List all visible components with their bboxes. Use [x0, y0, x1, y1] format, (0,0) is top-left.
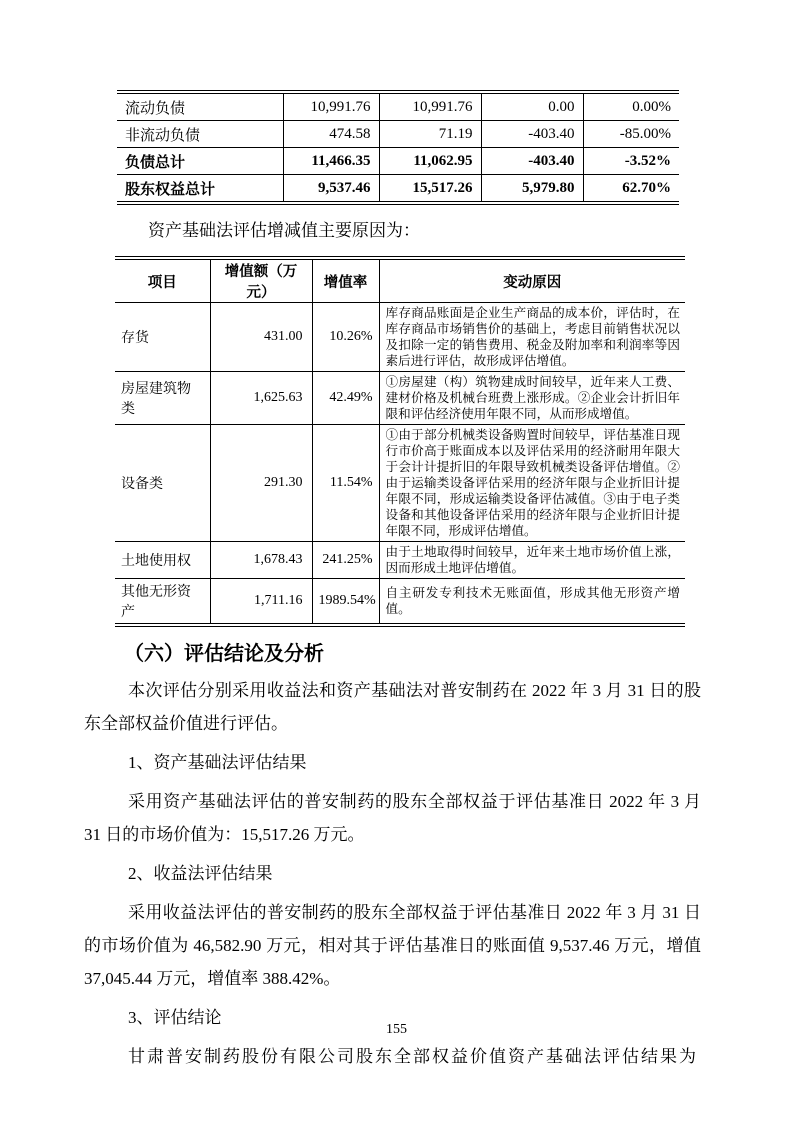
cell-reason: 由于土地取得时间较早，近年来土地市场价值上涨，因而形成土地评估增值。: [379, 542, 685, 579]
cell-value: 15,517.26: [379, 175, 481, 204]
table-row-buildings: [115, 372, 685, 425]
col-header-rate: 增值率: [312, 258, 379, 303]
table-row-inventory: [115, 303, 685, 372]
cell-value: -85.00%: [583, 121, 679, 148]
subsection-income-result: 2、收益法评估结果: [128, 864, 273, 883]
cell-item: 存货: [115, 303, 210, 372]
subsection-asset-based-result: 1、资产基础法评估结果: [128, 753, 307, 772]
document-content: [84, 0, 701, 1073]
cell-value: 10,991.76: [379, 92, 481, 121]
intro-line: 资产基础法评估增减值主要原因为：: [148, 221, 420, 240]
cell-item: 设备类: [115, 425, 210, 542]
cell-value: 71.19: [379, 121, 481, 148]
cell-reason: 自主研发专利技术无账面值，形成其他无形资产增值。: [379, 579, 685, 626]
cell-value: 11,062.95: [379, 148, 481, 175]
table-row-other-intangibles: [115, 579, 685, 626]
paragraph-income-result: 采用收益法评估的普安制药的股东全部权益于评估基准日 2022 年 3 月 31 日的市场价值为 46,582.90 万元，相对其于评估基准日的账面值 9,537.46 万元，增值 37,045.44 万元，增值率 388.42%。: [84, 903, 701, 988]
cell-rate: 11.54%: [312, 425, 379, 542]
liabilities-equity-table: [117, 90, 679, 205]
row-label: 股东权益总计: [117, 175, 283, 204]
cell-amount: 1,711.16: [210, 579, 312, 626]
cell-item: 土地使用权: [115, 542, 210, 579]
cell-value: 9,537.46: [283, 175, 379, 204]
cell-amount: 1,678.43: [210, 542, 312, 579]
cell-value: 62.70%: [583, 175, 679, 204]
cell-value: 0.00: [481, 92, 583, 121]
paragraph-conclusion: 甘肃普安制药股份有限公司股东全部权益价值资产基础法评估结果为: [128, 1047, 698, 1066]
cell-value: -403.40: [481, 121, 583, 148]
table-row-total-equity: [117, 175, 679, 204]
cell-item: 房屋建筑物类: [115, 372, 210, 425]
row-label: 负债总计: [117, 148, 283, 175]
row-label: 非流动负债: [117, 121, 283, 148]
cell-reason: 库存商品账面是企业生产商品的成本价，评估时，在库存商品市场销售价的基础上，考虑目前销售状况以及扣除一定的销售费用、税金及附加率和利润率等因素后进行评估，故形成评估增值。: [379, 303, 685, 372]
cell-reason: ①房屋建（构）筑物建成时间较早，近年来人工费、建材价格及机械台班费上涨形成。②企业会计折旧年限和评估经济使用年限不同，从而形成增值。: [379, 372, 685, 425]
cell-value: 10,991.76: [283, 92, 379, 121]
table-row-total-liabilities: [117, 148, 679, 175]
col-header-item: 项目: [115, 258, 210, 303]
cell-value: 0.00%: [583, 92, 679, 121]
section-heading: （六）评估结论及分析: [124, 643, 324, 665]
subsection-conclusion: 3、评估结论: [128, 1008, 222, 1027]
table-row: [117, 92, 679, 121]
cell-value: 474.58: [283, 121, 379, 148]
table-header-row: [115, 258, 685, 303]
valuation-reason-table: [115, 256, 685, 627]
col-header-reason: 变动原因: [379, 258, 685, 303]
paragraph-asset-based-result: 采用资产基础法评估的普安制药的股东全部权益于评估基准日 2022 年 3 月 31 日的市场价值为：15,517.26 万元。: [84, 792, 701, 844]
cell-rate: 1989.54%: [312, 579, 379, 626]
cell-value: 5,979.80: [481, 175, 583, 204]
cell-item: 其他无形资产: [115, 579, 210, 626]
page-number: 155: [386, 1022, 407, 1037]
cell-amount: 431.00: [210, 303, 312, 372]
cell-rate: 241.25%: [312, 542, 379, 579]
table-row: [117, 121, 679, 148]
cell-amount: 291.30: [210, 425, 312, 542]
cell-amount: 1,625.63: [210, 372, 312, 425]
table-row-equipment: [115, 425, 685, 542]
cell-rate: 42.49%: [312, 372, 379, 425]
cell-reason: ①由于部分机械类设备购置时间较早，评估基准日现行市价高于账面成本以及评估采用的经济耐用年限大于会计计提折旧的年限导致机械类设备评估增值。②由于运输类设备评估采用的经济年限与企业折旧计提年限不同，形成运输类设备评估减值。③由于电子类设备和其他设备评估采用的经济年限与企业折旧计提年限不同，形成评估增值。: [379, 425, 685, 542]
cell-value: -403.40: [481, 148, 583, 175]
cell-value: -3.52%: [583, 148, 679, 175]
cell-rate: 10.26%: [312, 303, 379, 372]
col-header-amount: 增值额（万元）: [210, 258, 312, 303]
cell-value: 11,466.35: [283, 148, 379, 175]
row-label: 流动负债: [117, 92, 283, 121]
paragraph-overview: 本次评估分别采用收益法和资产基础法对普安制药在 2022 年 3 月 31 日的股东全部权益价值进行评估。: [84, 681, 701, 733]
table-row-land-use-right: [115, 542, 685, 579]
